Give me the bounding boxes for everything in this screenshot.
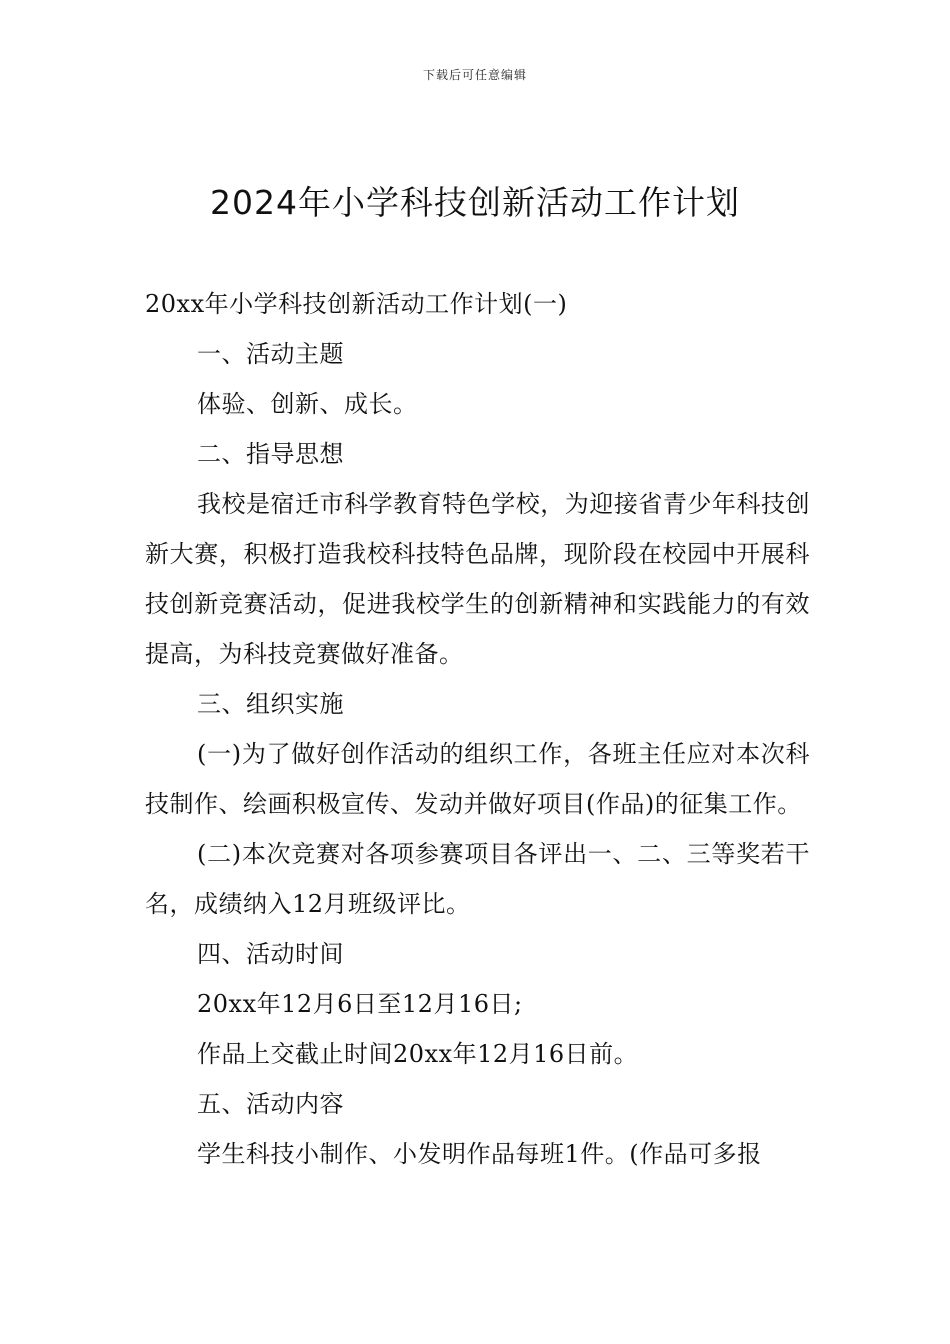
heading-activity-theme: 一、活动主题 <box>197 340 344 368</box>
heading-activity-time: 四、活动时间 <box>197 940 344 968</box>
paragraph-guiding-thought: 我校是宿迁市科学教育特色学校，为迎接省青少年科技创新大赛，积极打造我校科技特色品牌，现阶段在校园中开展科技创新竞赛活动，促进我校学生的创新精神和实践能力的有效提高，为科技竞赛做好准备。 <box>145 490 810 668</box>
section-subtitle: 20xx年小学科技创新活动工作计划(一) <box>145 290 568 318</box>
paragraph-content: 学生科技小制作、小发明作品每班1件。(作品可多报 <box>197 1140 762 1168</box>
paragraph-organization-2: (二)本次竞赛对各项参赛项目各评出一、二、三等奖若干名，成绩纳入12月班级评比。 <box>145 840 810 918</box>
document-body <box>145 279 810 1179</box>
paragraph-theme: 体验、创新、成长。 <box>197 390 418 418</box>
heading-organization: 三、组织实施 <box>197 690 344 718</box>
header-note: 下载后可任意编辑 <box>422 68 527 82</box>
heading-guiding-thought: 二、指导思想 <box>197 440 344 468</box>
paragraph-organization-1: (一)为了做好创作活动的组织工作，各班主任应对本次科技制作、绘画积极宣传、发动并做好项目(作品)的征集工作。 <box>145 740 810 818</box>
heading-activity-content: 五、活动内容 <box>197 1090 344 1118</box>
document-title: 2024年小学科技创新活动工作计划 <box>210 183 740 222</box>
paragraph-deadline: 作品上交截止时间20xx年12月16日前。 <box>197 1040 639 1068</box>
paragraph-time-range: 20xx年12月6日至12月16日; <box>197 990 523 1018</box>
